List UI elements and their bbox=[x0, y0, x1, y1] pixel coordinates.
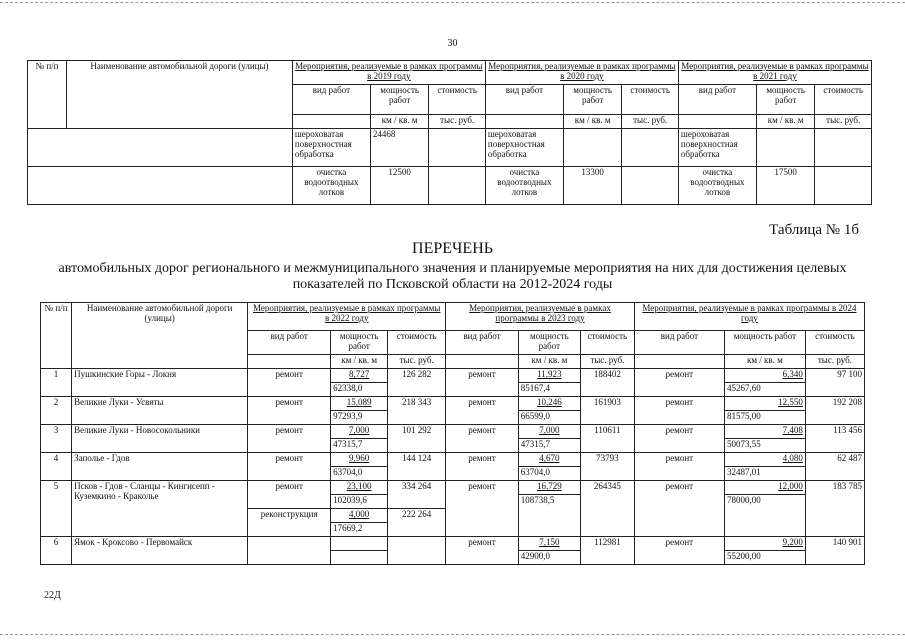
header-program-2019: Мероприятия, реализуемые в рамках программы в 2019 году bbox=[292, 61, 485, 85]
work-type-cell: ремонт bbox=[446, 397, 519, 425]
header-road-name: Наименование автомобильной дороги (улицы) bbox=[72, 303, 248, 369]
area-cell: 108738,5 bbox=[518, 495, 580, 537]
header-cost: стоимость bbox=[580, 331, 634, 355]
header-work-type: вид работ bbox=[485, 85, 563, 115]
work-type-cell: ремонт bbox=[634, 481, 724, 537]
document-subtitle: автомобильных дорог регионального и межмуниципального значения и планируемые мероприятия на них для достижения целевых показателей по Псковской области на 2012-2024 годы bbox=[58, 261, 847, 292]
header-program-2021: Мероприятия, реализуемые в рамках программы в 2021 году bbox=[678, 61, 871, 85]
area-cell: 17669,2 bbox=[331, 523, 388, 537]
header-capacity: мощность работ bbox=[331, 331, 388, 355]
area-cell: 63704,0 bbox=[518, 467, 580, 481]
header-road-name: Наименование автомобильной дороги (улицы) bbox=[67, 61, 293, 129]
page-number: 30 bbox=[447, 38, 458, 49]
cost-cell: 97 100 bbox=[805, 369, 864, 397]
cost-cell: 101 292 bbox=[388, 425, 446, 453]
unit-cost: тыс. руб. bbox=[815, 115, 872, 129]
top-table bbox=[27, 60, 872, 205]
footer-code: 22Д bbox=[44, 590, 61, 601]
header-capacity: мощность работ bbox=[370, 85, 429, 115]
km-cell: 7,408 bbox=[724, 425, 805, 439]
work-type-cell: ремонт bbox=[446, 425, 519, 453]
work-type-cell: реконструкция bbox=[248, 509, 331, 537]
header-work-type: вид работ bbox=[292, 85, 370, 115]
area-cell: 45267,60 bbox=[724, 383, 805, 397]
area-cell: 55200,00 bbox=[724, 551, 805, 565]
cost-cell: 264345 bbox=[580, 481, 634, 537]
header-work-type: вид работ bbox=[446, 331, 519, 355]
km-cell: 16,729 bbox=[518, 481, 580, 495]
cost-cell: 334 264 bbox=[388, 481, 446, 509]
work-type-cell: очистка водоотводных лотков bbox=[485, 167, 563, 205]
unit-work bbox=[678, 115, 756, 129]
header-num: № п/п bbox=[28, 61, 67, 129]
work-type-cell: ремонт bbox=[248, 425, 331, 453]
unit-cost: тыс. руб. bbox=[388, 355, 446, 369]
work-type-cell bbox=[248, 537, 331, 565]
work-type-cell: очистка водоотводных лотков bbox=[678, 167, 756, 205]
table-row bbox=[41, 481, 865, 495]
unit-capacity: км / кв. м bbox=[518, 355, 580, 369]
work-type-cell: ремонт bbox=[446, 481, 519, 537]
km-cell: 12,550 bbox=[724, 397, 805, 411]
unit-capacity: км / кв. м bbox=[370, 115, 429, 129]
work-type-cell: ремонт bbox=[248, 481, 331, 509]
header-capacity: мощность работ bbox=[518, 331, 580, 355]
unit-cost: тыс. руб. bbox=[805, 355, 864, 369]
table-row bbox=[41, 453, 865, 467]
capacity-cell: 13300 bbox=[563, 167, 622, 205]
area-cell: 102039,6 bbox=[331, 495, 388, 509]
cost-cell: 144 124 bbox=[388, 453, 446, 481]
work-type-cell: ремонт bbox=[248, 453, 331, 481]
road-name: Псков - Гдов - Сланцы - Кингисепп - Куземкино - Краколье bbox=[72, 481, 248, 537]
header-cost: стоимость bbox=[388, 331, 446, 355]
unit-capacity: км / кв. м bbox=[724, 355, 805, 369]
work-type-cell: ремонт bbox=[446, 537, 519, 565]
capacity-cell: 24468 bbox=[370, 129, 429, 167]
row-num: 4 bbox=[41, 453, 72, 481]
cost-cell: 161903 bbox=[580, 397, 634, 425]
table-row bbox=[28, 129, 872, 167]
work-type-cell: ремонт bbox=[634, 453, 724, 481]
area-cell: 50073,55 bbox=[724, 439, 805, 453]
work-type-cell: ремонт bbox=[634, 537, 724, 565]
header-capacity: мощность работ bbox=[756, 85, 815, 115]
unit-work bbox=[248, 355, 331, 369]
unit-work bbox=[292, 115, 370, 129]
capacity-cell: 17500 bbox=[756, 167, 815, 205]
header-work-type: вид работ bbox=[248, 331, 331, 355]
header-capacity: мощность работ bbox=[563, 85, 622, 115]
km-cell: 7,150 bbox=[518, 537, 580, 551]
table-label: Таблица № 1б bbox=[769, 222, 859, 238]
km-cell: 9,200 bbox=[724, 537, 805, 551]
capacity-cell: 12500 bbox=[370, 167, 429, 205]
unit-work bbox=[446, 355, 519, 369]
road-name: Заполье - Гдов bbox=[72, 453, 248, 481]
cost-cell bbox=[622, 129, 678, 167]
cost-cell: 192 208 bbox=[805, 397, 864, 425]
area-cell: 66599,0 bbox=[518, 411, 580, 425]
header-work-type: вид работ bbox=[634, 331, 724, 355]
row-num: 5 bbox=[41, 481, 72, 537]
km-cell: 8,727 bbox=[331, 369, 388, 383]
unit-cost: тыс. руб. bbox=[429, 115, 485, 129]
cost-cell: 222 264 bbox=[388, 509, 446, 537]
table-row bbox=[41, 369, 865, 383]
km-cell: 10,246 bbox=[518, 397, 580, 411]
area-cell: 85167,4 bbox=[518, 383, 580, 397]
km-cell: 7,000 bbox=[518, 425, 580, 439]
cost-cell: 62 487 bbox=[805, 453, 864, 481]
header-work-type: вид работ bbox=[678, 85, 756, 115]
area-cell: 63704,0 bbox=[331, 467, 388, 481]
capacity-cell bbox=[563, 129, 622, 167]
work-type-cell: ремонт bbox=[634, 425, 724, 453]
row-num: 3 bbox=[41, 425, 72, 453]
cost-cell bbox=[815, 167, 872, 205]
km-cell: 15,089 bbox=[331, 397, 388, 411]
header-capacity: мощность работ bbox=[724, 331, 805, 355]
header-num: № п/п bbox=[41, 303, 72, 369]
km-cell: 23,100 bbox=[331, 481, 388, 495]
work-type-cell: шероховатая поверхностная обработка bbox=[485, 129, 563, 167]
area-cell: 47315,7 bbox=[518, 439, 580, 453]
road-name: Великие Луки - Новосокольники bbox=[72, 425, 248, 453]
road-name: Ямок - Кроксово - Первомайск bbox=[72, 537, 248, 565]
km-cell: 4,080 bbox=[724, 453, 805, 467]
row-num: 1 bbox=[41, 369, 72, 397]
work-type-cell: ремонт bbox=[248, 369, 331, 397]
work-type-cell: ремонт bbox=[634, 397, 724, 425]
km-cell: 4,670 bbox=[518, 453, 580, 467]
km-cell: 7,000 bbox=[331, 425, 388, 439]
km-cell: 6,340 bbox=[724, 369, 805, 383]
unit-capacity: км / кв. м bbox=[756, 115, 815, 129]
unit-work bbox=[485, 115, 563, 129]
document-title: ПЕРЕЧЕНЬ bbox=[412, 240, 493, 257]
cost-cell: 188402 bbox=[580, 369, 634, 397]
area-cell: 78000,00 bbox=[724, 495, 805, 537]
header-program-2023: Мероприятия, реализуемые в рамках программы в 2023 году bbox=[446, 303, 635, 331]
header-program-2020: Мероприятия, реализуемые в рамках программы в 2020 году bbox=[485, 61, 678, 85]
cost-cell: 183 785 bbox=[805, 481, 864, 537]
area-cell: 47315,7 bbox=[331, 439, 388, 453]
top-scan-edge bbox=[0, 2, 905, 4]
header-program-2024: Мероприятия, реализуемые в рамках программы в 2024 году bbox=[634, 303, 864, 331]
area-cell: 32487,01 bbox=[724, 467, 805, 481]
cost-cell: 126 282 bbox=[388, 369, 446, 397]
area-cell: 97293,9 bbox=[331, 411, 388, 425]
unit-capacity: км / кв. м bbox=[563, 115, 622, 129]
cost-cell: 140 901 bbox=[805, 537, 864, 565]
cost-cell bbox=[815, 129, 872, 167]
km-cell: 12,000 bbox=[724, 481, 805, 495]
cost-cell: 73793 bbox=[580, 453, 634, 481]
unit-capacity: км / кв. м bbox=[331, 355, 388, 369]
area-cell: 62338,0 bbox=[331, 383, 388, 397]
table-row bbox=[41, 397, 865, 411]
table-row bbox=[28, 167, 872, 205]
bottom-scan-edge bbox=[0, 634, 905, 636]
unit-work bbox=[634, 355, 724, 369]
cost-cell: 113 456 bbox=[805, 425, 864, 453]
work-type-cell: очистка водоотводных лотков bbox=[292, 167, 370, 205]
work-type-cell: ремонт bbox=[634, 369, 724, 397]
header-cost: стоимость bbox=[429, 85, 485, 115]
area-cell: 42900,0 bbox=[518, 551, 580, 565]
row-num: 2 bbox=[41, 397, 72, 425]
road-name: Великие Луки - Усвяты bbox=[72, 397, 248, 425]
header-cost: стоимость bbox=[805, 331, 864, 355]
unit-cost: тыс. руб. bbox=[622, 115, 678, 129]
cost-cell bbox=[429, 167, 485, 205]
work-type-cell: ремонт bbox=[248, 397, 331, 425]
cost-cell: 110611 bbox=[580, 425, 634, 453]
main-table bbox=[40, 302, 865, 565]
work-type-cell: ремонт bbox=[446, 369, 519, 397]
header-cost: стоимость bbox=[622, 85, 678, 115]
km-cell: 4,000 bbox=[331, 509, 388, 523]
table-row bbox=[41, 425, 865, 439]
cost-cell bbox=[429, 129, 485, 167]
area-cell bbox=[331, 551, 388, 565]
unit-cost: тыс. руб. bbox=[580, 355, 634, 369]
cost-cell: 112981 bbox=[580, 537, 634, 565]
work-type-cell: шероховатая поверхностная обработка bbox=[292, 129, 370, 167]
km-cell: 11,923 bbox=[518, 369, 580, 383]
row-num: 6 bbox=[41, 537, 72, 565]
km-cell: 9,960 bbox=[331, 453, 388, 467]
work-type-cell: шероховатая поверхностная обработка bbox=[678, 129, 756, 167]
cost-cell bbox=[622, 167, 678, 205]
table-row bbox=[41, 537, 865, 551]
header-program-2022: Мероприятия, реализуемые в рамках программы в 2022 году bbox=[248, 303, 446, 331]
work-type-cell: ремонт bbox=[446, 453, 519, 481]
km-cell bbox=[331, 537, 388, 551]
cost-cell: 218 343 bbox=[388, 397, 446, 425]
road-name: Пушкинские Горы - Локня bbox=[72, 369, 248, 397]
cost-cell bbox=[388, 537, 446, 565]
header-cost: стоимость bbox=[815, 85, 872, 115]
area-cell: 81575,00 bbox=[724, 411, 805, 425]
capacity-cell bbox=[756, 129, 815, 167]
